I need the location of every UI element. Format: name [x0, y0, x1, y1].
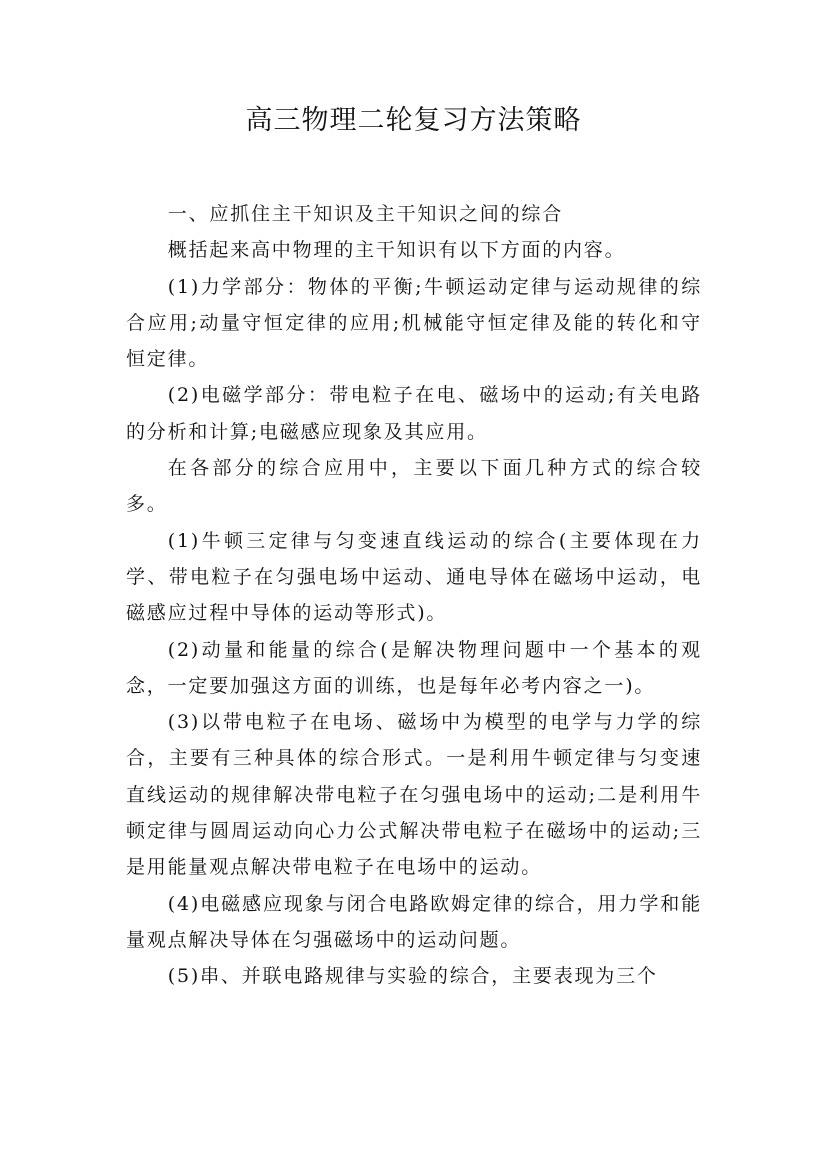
paragraph: (3)以带电粒子在电场、磁场中为模型的电学与力学的综合，主要有三种具体的综合形式。一是利用牛顿定律与匀变速直线运动的规律解决带电粒子在匀强电场中的运动;二是利用牛顿定律与圆周运动向心力公式解决带电粒子在磁场中的运动;三是用能量观点解决带电粒子在电场中的运动。 — [126, 711, 702, 879]
paragraph: 在各部分的综合应用中，主要以下面几种方式的综合较多。 — [126, 457, 702, 516]
section-heading: 一、应抓住主干知识及主干知识之间的综合 — [167, 203, 563, 225]
paragraph: (1)牛顿三定律与匀变速直线运动的综合(主要体现在力学、带电粒子在匀强电场中运动、通电导体在磁场中运动，电磁感应过程中导体的运动等形式)。 — [126, 529, 702, 625]
paragraph: (2)电磁学部分：带电粒子在电、磁场中的运动;有关电路的分析和计算;电磁感应现象及其应用。 — [126, 384, 702, 443]
paragraph: (4)电磁感应现象与闭合电路欧姆定律的综合，用力学和能量观点解决导体在匀强磁场中的运动问题。 — [126, 892, 702, 951]
paragraph: 概括起来高中物理的主干知识有以下方面的内容。 — [167, 239, 626, 262]
paragraph: (2)动量和能量的综合(是解决物理问题中一个基本的观念，一定要加强这方面的训练，也是每年必考内容之一)。 — [126, 638, 702, 697]
paragraph: (1)力学部分：物体的平衡;牛顿运动定律与运动规律的综合应用;动量守恒定律的应用;机械能守恒定律及能的转化和守恒定律。 — [126, 275, 702, 371]
document-title: 高三物理二轮复习方法策略 — [245, 105, 582, 136]
document-body — [126, 196, 702, 995]
paragraph: (5)串、并联电路规律与实验的综合，主要表现为三个 — [167, 965, 658, 988]
